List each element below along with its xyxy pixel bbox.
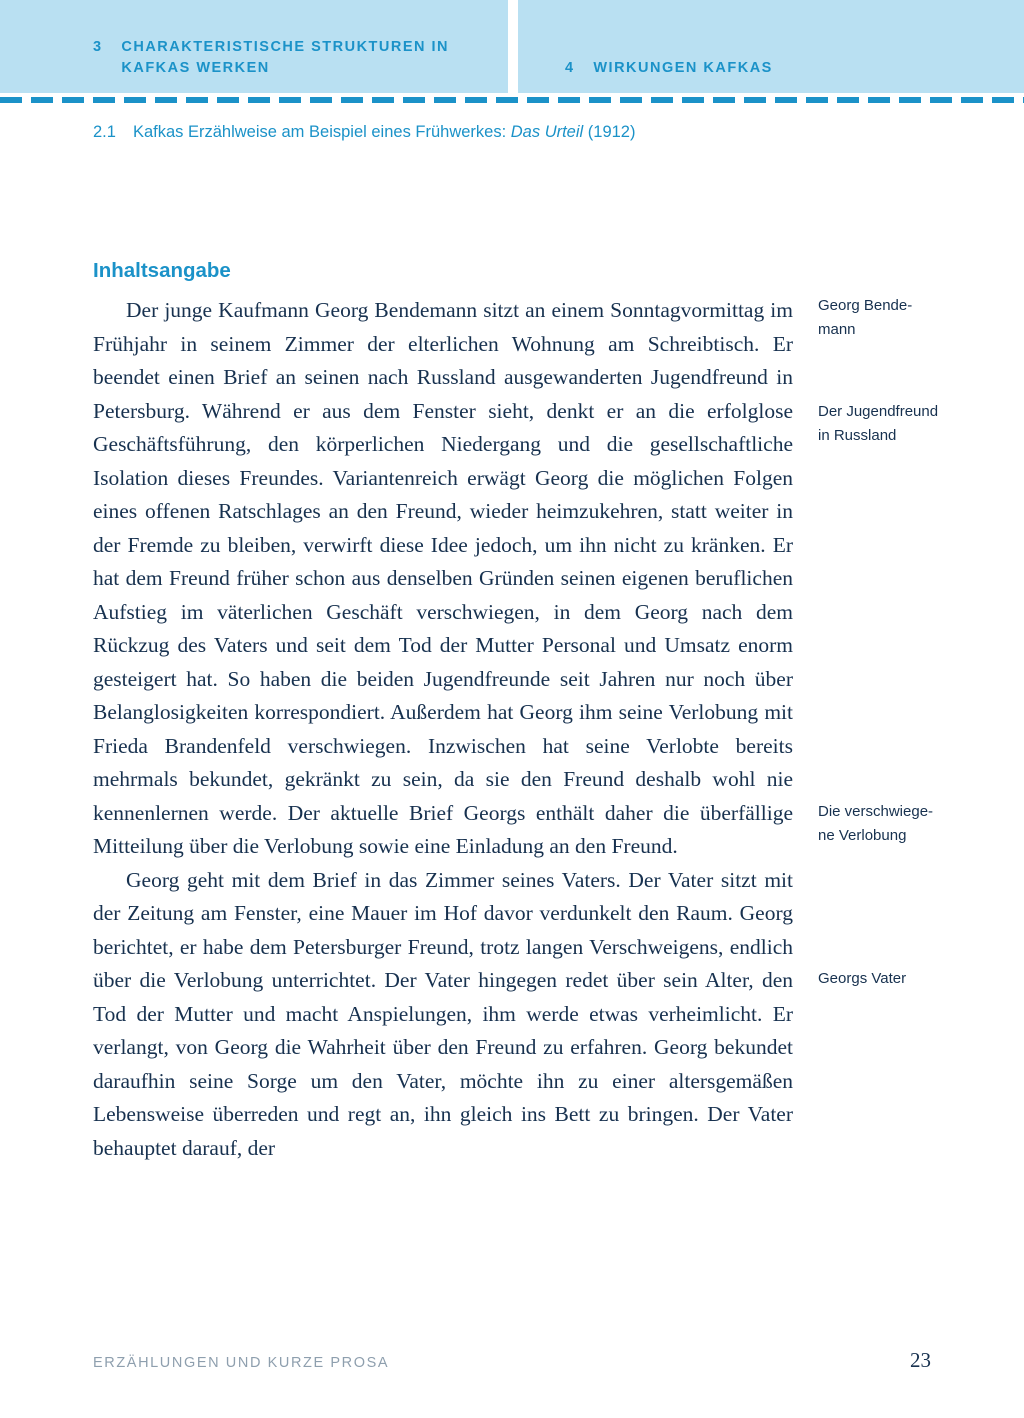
margin-note-2: Der Jugendfreund in Russland <box>818 403 939 444</box>
header-tab-4-title: WIRKUNGEN KAFKAS <box>593 60 773 76</box>
header-tab-3[interactable] <box>0 0 508 93</box>
margin-note-1: Georg Bende- mann <box>818 297 913 338</box>
header-tab-3-number: 3 <box>93 39 103 55</box>
page-title: Inhaltsangabe <box>93 259 231 282</box>
margin-note-4: Georgs Vater <box>818 970 907 987</box>
margin-note-3: Die verschwiege- ne Verlobung <box>818 803 934 844</box>
section-title-before: Kafkas Erzählweise am Beispiel eines Frühwerkes: <box>132 123 511 141</box>
section-heading <box>93 121 635 143</box>
header-tab-3-title: CHARAKTERISTISCHE STRUKTUREN IN KAFKAS WERKEN <box>121 39 450 76</box>
section-number: 2.1 <box>93 123 116 141</box>
header-dashed-rule <box>0 97 1024 103</box>
page-footer <box>93 1348 931 1373</box>
header-tab-divider <box>508 0 518 93</box>
footer-section-title: ERZÄHLUNGEN UND KURZE PROSA <box>93 1355 390 1371</box>
header-tab-4[interactable] <box>518 0 1024 93</box>
footer-page-number: 23 <box>910 1348 931 1372</box>
running-header <box>0 0 1024 93</box>
body-text-column <box>93 294 793 1165</box>
header-tab-3-inner <box>0 37 481 79</box>
body-paragraph-1: Der junge Kaufmann Georg Bendemann sitzt an einem Sonntagvormittag im Frühjahr in seinem Zimmer der elterlichen Wohnung am Schreibtisch. Er beendet einen Brief an seinen nach Russland ausgewanderten Jugendfreund in Petersburg. Während er aus dem Fenster sieht, denkt er an die erfolglose Geschäftsführung, den körperlichen Niedergang und die gesellschaftliche Isolation dieses Freundes. Variantenreich erwägt Georg die möglichen Folgen eines offenen Ratschlages an den Freund, wieder heimzukehren, statt weiter in der Fremde zu bleiben, verwirft diese Idee jedoch, um ihn nicht zu kränken. Er hat dem Freund früher schon aus denselben Gründen seinen eigenen beruflichen Aufstieg im väterlichen Geschäft verschwiegen, in dem Georg nach dem Rückzug des Vaters und seit dem Tod der Mutter Personal und Umsatz enorm gesteigert hat. So haben die beiden Jugendfreunde seit Jahren nur noch über Belanglosigkeiten korrespondiert. Außerdem hat Georg ihm seine Verlobung mit Frieda Brandenfeld verschwiegen. Inzwischen hat seine Verlobte bereits mehrmals bekundet, gekränkt zu sein, da sie den Freund deshalb wohl nie kennenlernen werde. Der aktuelle Brief Georgs enthält daher die überfällige Mitteilung über die Verlobung sowie eine Einladung an den Freund. <box>93 298 793 858</box>
header-tab-4-number: 4 <box>565 60 575 76</box>
body-paragraph-2: Georg geht mit dem Brief in das Zimmer seines Vaters. Der Vater sitzt mit der Zeitung am Fenster, eine Mauer im Hof davor verdunkelt den Raum. Georg berichtet, er habe dem Petersburger Freund, trotz langen Verschweigens, endlich über die Verlobung unterrichtet. Der Vater hingegen redet über sein Alter, den Tod der Mutter und macht Anspielungen, ihm werde etwas verheimlicht. Er verlangt, von Georg die Wahrheit über den Freund zu erfahren. Georg bekundet daraufhin seine Sorge um den Vater, möchte ihn zu einer altersgemäßen Lebensweise überreden und regt an, ihn gleich ins Bett zu bringen. Der Vater behauptet darauf, der <box>93 867 793 1160</box>
header-tab-4-inner <box>518 58 773 79</box>
section-title-italic: Das Urteil <box>510 123 584 141</box>
section-title-after: (1912) <box>583 123 636 141</box>
